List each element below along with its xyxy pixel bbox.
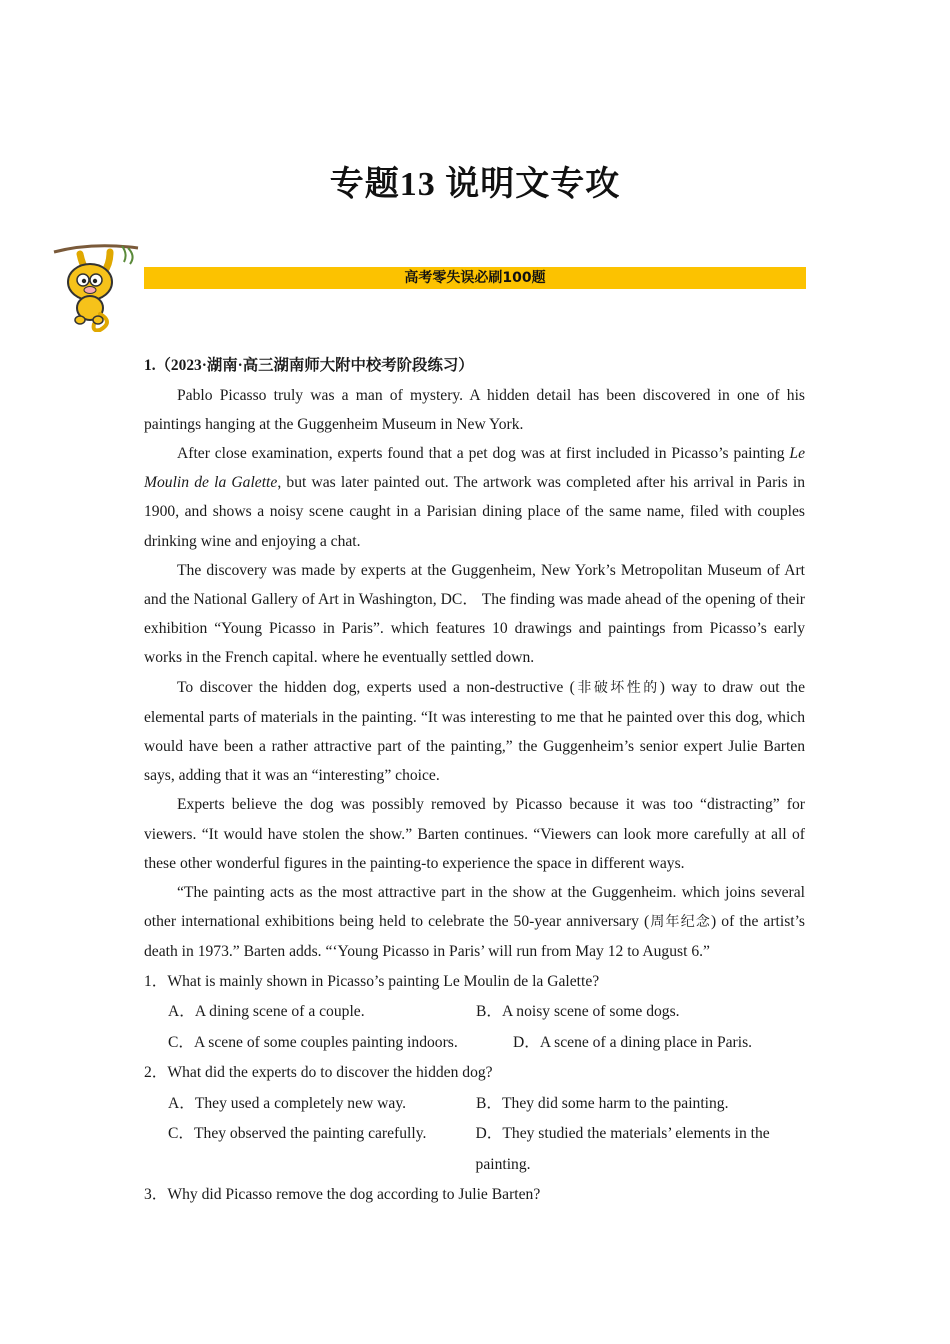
monkey-mascot-icon	[52, 240, 144, 332]
section-banner: 高考零失误必刷100题	[144, 267, 806, 289]
paragraph-5	[144, 790, 805, 878]
page-title: 专题13 说明文专攻	[329, 166, 621, 203]
paragraph-3	[144, 556, 805, 673]
paragraph-4	[144, 673, 805, 791]
question-2-options	[144, 1089, 805, 1181]
question-1-stem: 1．What is mainly shown in Picasso’s painting Le Moulin de la Galette?	[144, 972, 600, 990]
question-2-option-c[interactable]: C．They observed the painting carefully.	[168, 1125, 427, 1143]
paragraph-4-gloss: 非破坏性的	[574, 679, 660, 696]
paragraph-6-gloss: 周年纪念	[649, 914, 712, 931]
painting-title: Le Moulin de la Galette	[144, 445, 805, 492]
passage-content	[144, 336, 805, 1211]
question-1-option-b[interactable]: B．A noisy scene of some dogs.	[476, 1003, 680, 1021]
paragraph-4-text-a: To discover the hidden dog, experts used a non-destructive (	[177, 678, 575, 696]
question-2-stem: 2．What did the experts do to discover the hidden dog?	[144, 1064, 493, 1082]
question-1-option-a[interactable]: A．A dining scene of a couple.	[168, 1003, 365, 1021]
question-3-stem: 3．Why did Picasso remove the dog according to Julie Barten?	[144, 1186, 541, 1204]
question-1-options	[144, 997, 805, 1058]
question-2-option-b[interactable]: B．They did some harm to the painting.	[476, 1094, 729, 1112]
question-2-option-a[interactable]: A．They used a completely new way.	[168, 1094, 407, 1112]
paragraph-3-text: The discovery was made by experts at the Guggenheim, New York’s Metropolitan Museum of Art and the National Gallery of Art in Washington, DC． The finding was made ahead of the opening of their exhibition “Young Picasso in Paris”. which features 10 drawings and paintings from Picasso’s early works in the French capital. where he eventually settled down.	[144, 561, 805, 667]
paragraph-2	[144, 439, 805, 556]
paragraph-1	[144, 381, 805, 439]
paragraph-4-text-b: ) way to draw out the elemental parts of materials in the painting. “It was interesting to me that he painted over this dog, which would have been a rather attractive part of the painting,” the Guggenheim’s senior expert Julie Barten says, adding that it was an “interesting” choice.	[144, 678, 806, 785]
paragraph-6-text-a: “The painting acts as the most attractive part in the show at the Guggenheim. which joins several other international exhibitions being held to celebrate the 50-year anniversary (	[144, 884, 805, 931]
question-1-option-c[interactable]: C．A scene of some couples painting indoors.	[168, 1033, 458, 1051]
paragraph-1-text: Pablo Picasso truly was a man of mystery. A hidden detail has been discovered in one of his paintings hanging at the Guggenheim Museum in New York.	[144, 386, 805, 433]
paragraph-6	[144, 878, 805, 967]
paragraph-2-text-b: , but was later painted out. The artwork was completed after his arrival in Paris in 1900, and shows a noisy scene caught in a Parisian dining place of the same name, filed with couples drinking wine and enjoying a chat.	[144, 474, 805, 550]
question-1-option-d[interactable]: D．A scene of a dining place in Paris.	[513, 1033, 753, 1051]
paragraph-2-text-a: After close examination, experts found that a pet dog was at first included in Picasso’s painting	[177, 445, 790, 462]
question-source: 1.（2023·湖南·高三湖南师大附中校考阶段练习）	[144, 357, 474, 375]
paragraph-6-text-b: ) of the artist’s death in 1973.” Barten adds. “‘Young Picasso in Paris’ will run from May 12 to August 6.”	[144, 913, 806, 961]
paragraph-5-text: Experts believe the dog was possibly removed by Picasso because it was too “distracting” for viewers. “It would have stolen the show.” Barten continues. “Viewers can look more carefully at all of these other wonderful figures in the painting-to experience the space in different ways.	[144, 796, 805, 872]
question-2-option-d[interactable]: D．They studied the materials’ elements in the painting.	[475, 1125, 770, 1173]
